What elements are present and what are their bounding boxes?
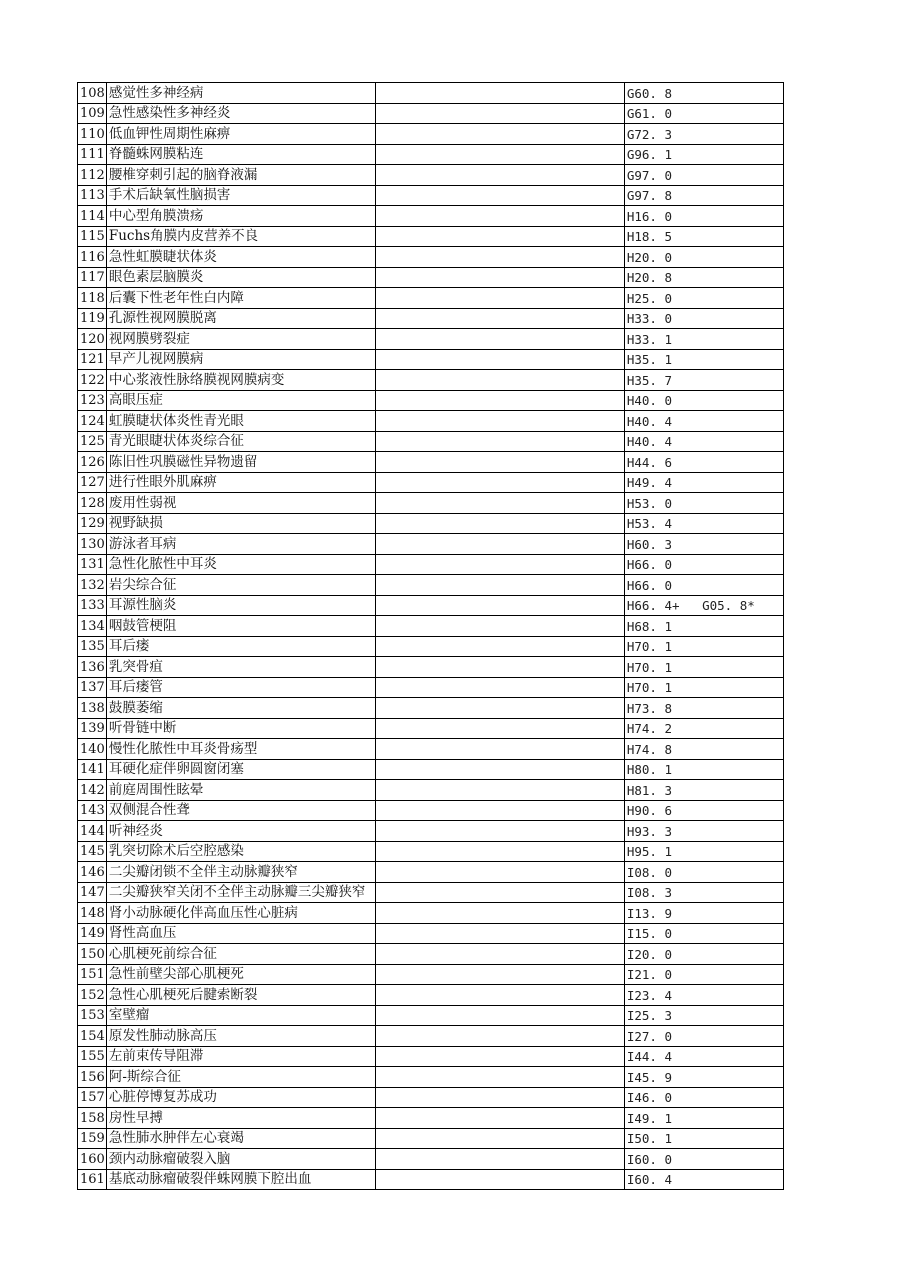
table-row <box>78 985 784 1006</box>
table-row <box>78 226 784 247</box>
empty-cell <box>375 636 624 657</box>
row-number-cell: 126 <box>78 452 107 473</box>
icd-code-cell: H35. 1 <box>624 349 783 370</box>
empty-cell <box>375 780 624 801</box>
table-row <box>78 780 784 801</box>
diagnosis-name-cell: 心肌梗死前综合征 <box>106 944 375 965</box>
diagnosis-name-cell: 低血钾性周期性麻痹 <box>106 124 375 145</box>
diagnosis-name-cell: 基底动脉瘤破裂伴蛛网膜下腔出血 <box>106 1169 375 1190</box>
row-number-cell: 140 <box>78 739 107 760</box>
diagnosis-name-cell: 后囊下性老年性白内障 <box>106 288 375 309</box>
icd-code-cell: I15. 0 <box>624 923 783 944</box>
diagnosis-name-cell: 游泳者耳病 <box>106 534 375 555</box>
row-number-cell: 136 <box>78 657 107 678</box>
icd-code-cell: I25. 3 <box>624 1005 783 1026</box>
empty-cell <box>375 431 624 452</box>
empty-cell <box>375 677 624 698</box>
icd-code-cell: G61. 0 <box>624 103 783 124</box>
icd-code-cell: H93. 3 <box>624 821 783 842</box>
diagnosis-name-cell: 心脏停博复苏成功 <box>106 1087 375 1108</box>
empty-cell <box>375 247 624 268</box>
icd-code-cell: I23. 4 <box>624 985 783 1006</box>
row-number-cell: 130 <box>78 534 107 555</box>
table-row <box>78 247 784 268</box>
diagnosis-code-table <box>77 82 784 1190</box>
diagnosis-name-cell: 乳突切除术后空腔感染 <box>106 841 375 862</box>
row-number-cell: 160 <box>78 1149 107 1170</box>
table-row <box>78 1108 784 1129</box>
table-row <box>78 206 784 227</box>
diagnosis-name-cell: 中心浆液性脉络膜视网膜病变 <box>106 370 375 391</box>
table-row <box>78 185 784 206</box>
empty-cell <box>375 288 624 309</box>
empty-cell <box>375 1026 624 1047</box>
diagnosis-name-cell: 眼色素层脑膜炎 <box>106 267 375 288</box>
icd-code-cell: H18. 5 <box>624 226 783 247</box>
table-row <box>78 411 784 432</box>
table-row <box>78 1149 784 1170</box>
table-row <box>78 103 784 124</box>
table-row <box>78 616 784 637</box>
icd-code-cell: G96. 1 <box>624 144 783 165</box>
table-row <box>78 841 784 862</box>
empty-cell <box>375 821 624 842</box>
icd-code-cell: H70. 1 <box>624 657 783 678</box>
diagnosis-name-cell: 孔源性视网膜脱离 <box>106 308 375 329</box>
diagnosis-name-cell: 废用性弱视 <box>106 493 375 514</box>
diagnosis-name-cell: 室壁瘤 <box>106 1005 375 1026</box>
empty-cell <box>375 308 624 329</box>
row-number-cell: 149 <box>78 923 107 944</box>
table-row <box>78 165 784 186</box>
empty-cell <box>375 1005 624 1026</box>
row-number-cell: 157 <box>78 1087 107 1108</box>
row-number-cell: 148 <box>78 903 107 924</box>
diagnosis-name-cell: 视网膜劈裂症 <box>106 329 375 350</box>
table-row <box>78 1005 784 1026</box>
empty-cell <box>375 165 624 186</box>
empty-cell <box>375 513 624 534</box>
empty-cell <box>375 985 624 1006</box>
table-row <box>78 759 784 780</box>
empty-cell <box>375 1169 624 1190</box>
icd-code-cell: H44. 6 <box>624 452 783 473</box>
icd-code-cell: I50. 1 <box>624 1128 783 1149</box>
row-number-cell: 121 <box>78 349 107 370</box>
table-row <box>78 472 784 493</box>
diagnosis-name-cell: 急性心肌梗死后腱索断裂 <box>106 985 375 1006</box>
icd-code-cell: I08. 3 <box>624 882 783 903</box>
icd-code-cell: G72. 3 <box>624 124 783 145</box>
table-row <box>78 308 784 329</box>
table-row <box>78 862 784 883</box>
empty-cell <box>375 226 624 247</box>
diagnosis-name-cell: 肾小动脉硬化伴高血压性心脏病 <box>106 903 375 924</box>
row-number-cell: 155 <box>78 1046 107 1067</box>
row-number-cell: 111 <box>78 144 107 165</box>
icd-code-cell: H40. 0 <box>624 390 783 411</box>
table-row <box>78 964 784 985</box>
diagnosis-name-cell: 虹膜睫状体炎性青光眼 <box>106 411 375 432</box>
diagnosis-name-cell: 阿-斯综合征 <box>106 1067 375 1088</box>
empty-cell <box>375 575 624 596</box>
diagnosis-name-cell: 急性虹膜睫状体炎 <box>106 247 375 268</box>
row-number-cell: 128 <box>78 493 107 514</box>
empty-cell <box>375 862 624 883</box>
table-row <box>78 1046 784 1067</box>
table-row <box>78 739 784 760</box>
diagnosis-name-cell: 中心型角膜溃疡 <box>106 206 375 227</box>
icd-code-cell: H53. 0 <box>624 493 783 514</box>
row-number-cell: 143 <box>78 800 107 821</box>
diagnosis-name-cell: 肾性高血压 <box>106 923 375 944</box>
table-row <box>78 431 784 452</box>
table-row <box>78 1128 784 1149</box>
row-number-cell: 138 <box>78 698 107 719</box>
table-row <box>78 718 784 739</box>
icd-code-cell: H90. 6 <box>624 800 783 821</box>
diagnosis-name-cell: 急性前壁尖部心肌梗死 <box>106 964 375 985</box>
empty-cell <box>375 185 624 206</box>
table-row <box>78 882 784 903</box>
diagnosis-name-cell: 感觉性多神经病 <box>106 83 375 104</box>
table-row <box>78 636 784 657</box>
empty-cell <box>375 452 624 473</box>
empty-cell <box>375 739 624 760</box>
row-number-cell: 139 <box>78 718 107 739</box>
empty-cell <box>375 882 624 903</box>
diagnosis-name-cell: 急性肺水肿伴左心衰竭 <box>106 1128 375 1149</box>
icd-code-cell: H40. 4 <box>624 411 783 432</box>
empty-cell <box>375 616 624 637</box>
row-number-cell: 116 <box>78 247 107 268</box>
table-row <box>78 1087 784 1108</box>
row-number-cell: 137 <box>78 677 107 698</box>
row-number-cell: 154 <box>78 1026 107 1047</box>
diagnosis-name-cell: 高眼压症 <box>106 390 375 411</box>
table-row <box>78 124 784 145</box>
diagnosis-name-cell: 房性早搏 <box>106 1108 375 1129</box>
table-row <box>78 513 784 534</box>
row-number-cell: 127 <box>78 472 107 493</box>
empty-cell <box>375 472 624 493</box>
table-row <box>78 288 784 309</box>
table-row <box>78 493 784 514</box>
empty-cell <box>375 800 624 821</box>
row-number-cell: 135 <box>78 636 107 657</box>
empty-cell <box>375 657 624 678</box>
empty-cell <box>375 698 624 719</box>
icd-code-cell: H70. 1 <box>624 636 783 657</box>
table-row <box>78 267 784 288</box>
diagnosis-name-cell: 双侧混合性聋 <box>106 800 375 821</box>
row-number-cell: 115 <box>78 226 107 247</box>
icd-code-cell: H20. 8 <box>624 267 783 288</box>
icd-code-cell: I49. 1 <box>624 1108 783 1129</box>
icd-code-cell: H16. 0 <box>624 206 783 227</box>
empty-cell <box>375 206 624 227</box>
diagnosis-name-cell: 听神经炎 <box>106 821 375 842</box>
icd-code-cell: I21. 0 <box>624 964 783 985</box>
row-number-cell: 118 <box>78 288 107 309</box>
diagnosis-name-cell: 急性感染性多神经炎 <box>106 103 375 124</box>
icd-code-cell: H60. 3 <box>624 534 783 555</box>
row-number-cell: 108 <box>78 83 107 104</box>
icd-code-cell: G97. 8 <box>624 185 783 206</box>
diagnosis-name-cell: 耳硬化症伴卵圆窗闭塞 <box>106 759 375 780</box>
icd-code-cell: H74. 8 <box>624 739 783 760</box>
row-number-cell: 124 <box>78 411 107 432</box>
icd-code-cell: G97. 0 <box>624 165 783 186</box>
table-row <box>78 657 784 678</box>
diagnosis-name-cell: Fuchs角膜内皮营养不良 <box>106 226 375 247</box>
row-number-cell: 122 <box>78 370 107 391</box>
table-row <box>78 349 784 370</box>
diagnosis-name-cell: 青光眼睫状体炎综合征 <box>106 431 375 452</box>
icd-code-cell: I27. 0 <box>624 1026 783 1047</box>
empty-cell <box>375 595 624 616</box>
empty-cell <box>375 1128 624 1149</box>
diagnosis-name-cell: 左前束传导阻滞 <box>106 1046 375 1067</box>
table-row <box>78 1067 784 1088</box>
icd-code-cell: I20. 0 <box>624 944 783 965</box>
empty-cell <box>375 390 624 411</box>
empty-cell <box>375 944 624 965</box>
row-number-cell: 134 <box>78 616 107 637</box>
icd-code-cell: H81. 3 <box>624 780 783 801</box>
empty-cell <box>375 411 624 432</box>
icd-code-cell: H20. 0 <box>624 247 783 268</box>
empty-cell <box>375 759 624 780</box>
icd-code-cell: G60. 8 <box>624 83 783 104</box>
table-row <box>78 575 784 596</box>
row-number-cell: 113 <box>78 185 107 206</box>
diagnosis-name-cell: 岩尖综合征 <box>106 575 375 596</box>
empty-cell <box>375 370 624 391</box>
row-number-cell: 132 <box>78 575 107 596</box>
empty-cell <box>375 718 624 739</box>
table-row <box>78 554 784 575</box>
row-number-cell: 150 <box>78 944 107 965</box>
table-row <box>78 677 784 698</box>
diagnosis-name-cell: 乳突骨疽 <box>106 657 375 678</box>
diagnosis-name-cell: 前庭周围性眩晕 <box>106 780 375 801</box>
icd-code-cell: I46. 0 <box>624 1087 783 1108</box>
icd-code-cell: I08. 0 <box>624 862 783 883</box>
row-number-cell: 156 <box>78 1067 107 1088</box>
diagnosis-name-cell: 腰椎穿刺引起的脑脊液漏 <box>106 165 375 186</box>
icd-code-cell: H66. 4+ G05. 8* <box>624 595 783 616</box>
diagnosis-name-cell: 咽鼓管梗阻 <box>106 616 375 637</box>
empty-cell <box>375 83 624 104</box>
row-number-cell: 110 <box>78 124 107 145</box>
row-number-cell: 119 <box>78 308 107 329</box>
icd-code-cell: I60. 0 <box>624 1149 783 1170</box>
table-row <box>78 83 784 104</box>
diagnosis-name-cell: 视野缺损 <box>106 513 375 534</box>
row-number-cell: 158 <box>78 1108 107 1129</box>
empty-cell <box>375 349 624 370</box>
diagnosis-name-cell: 耳后瘘 <box>106 636 375 657</box>
empty-cell <box>375 329 624 350</box>
row-number-cell: 151 <box>78 964 107 985</box>
table-row <box>78 144 784 165</box>
icd-code-cell: H66. 0 <box>624 554 783 575</box>
icd-code-cell: H33. 1 <box>624 329 783 350</box>
diagnosis-name-cell: 耳后瘘管 <box>106 677 375 698</box>
icd-code-cell: H66. 0 <box>624 575 783 596</box>
icd-code-cell: H33. 0 <box>624 308 783 329</box>
row-number-cell: 141 <box>78 759 107 780</box>
table-row <box>78 595 784 616</box>
table-body <box>78 83 784 1190</box>
diagnosis-name-cell: 听骨链中断 <box>106 718 375 739</box>
icd-code-cell: H25. 0 <box>624 288 783 309</box>
empty-cell <box>375 534 624 555</box>
empty-cell <box>375 1108 624 1129</box>
empty-cell <box>375 1149 624 1170</box>
icd-code-cell: I13. 9 <box>624 903 783 924</box>
diagnosis-name-cell: 进行性眼外肌麻痹 <box>106 472 375 493</box>
table-row <box>78 923 784 944</box>
empty-cell <box>375 103 624 124</box>
empty-cell <box>375 554 624 575</box>
row-number-cell: 145 <box>78 841 107 862</box>
icd-code-cell: H35. 7 <box>624 370 783 391</box>
icd-code-cell: H49. 4 <box>624 472 783 493</box>
row-number-cell: 129 <box>78 513 107 534</box>
table-row <box>78 534 784 555</box>
empty-cell <box>375 267 624 288</box>
table-row <box>78 821 784 842</box>
row-number-cell: 142 <box>78 780 107 801</box>
empty-cell <box>375 124 624 145</box>
table-row <box>78 1026 784 1047</box>
icd-code-cell: H74. 2 <box>624 718 783 739</box>
diagnosis-name-cell: 急性化脓性中耳炎 <box>106 554 375 575</box>
diagnosis-name-cell: 颈内动脉瘤破裂入脑 <box>106 1149 375 1170</box>
row-number-cell: 123 <box>78 390 107 411</box>
diagnosis-name-cell: 鼓膜萎缩 <box>106 698 375 719</box>
icd-code-cell: H70. 1 <box>624 677 783 698</box>
row-number-cell: 117 <box>78 267 107 288</box>
icd-code-cell: I45. 9 <box>624 1067 783 1088</box>
row-number-cell: 114 <box>78 206 107 227</box>
table-row <box>78 390 784 411</box>
empty-cell <box>375 903 624 924</box>
icd-code-cell: H80. 1 <box>624 759 783 780</box>
table-row <box>78 370 784 391</box>
table-row <box>78 944 784 965</box>
empty-cell <box>375 1087 624 1108</box>
row-number-cell: 152 <box>78 985 107 1006</box>
table-row <box>78 329 784 350</box>
empty-cell <box>375 493 624 514</box>
row-number-cell: 131 <box>78 554 107 575</box>
row-number-cell: 144 <box>78 821 107 842</box>
icd-code-cell: I44. 4 <box>624 1046 783 1067</box>
diagnosis-name-cell: 二尖瓣狭窄关闭不全伴主动脉瓣三尖瓣狭窄 <box>106 882 375 903</box>
icd-code-cell: H53. 4 <box>624 513 783 534</box>
empty-cell <box>375 841 624 862</box>
row-number-cell: 161 <box>78 1169 107 1190</box>
icd-code-cell: I60. 4 <box>624 1169 783 1190</box>
row-number-cell: 120 <box>78 329 107 350</box>
diagnosis-name-cell: 二尖瓣闭锁不全伴主动脉瓣狭窄 <box>106 862 375 883</box>
row-number-cell: 112 <box>78 165 107 186</box>
table-row <box>78 698 784 719</box>
empty-cell <box>375 923 624 944</box>
icd-code-cell: H40. 4 <box>624 431 783 452</box>
diagnosis-name-cell: 陈旧性巩膜磁性异物遗留 <box>106 452 375 473</box>
row-number-cell: 109 <box>78 103 107 124</box>
diagnosis-name-cell: 早产儿视网膜病 <box>106 349 375 370</box>
row-number-cell: 153 <box>78 1005 107 1026</box>
empty-cell <box>375 144 624 165</box>
row-number-cell: 125 <box>78 431 107 452</box>
empty-cell <box>375 1067 624 1088</box>
empty-cell <box>375 1046 624 1067</box>
row-number-cell: 133 <box>78 595 107 616</box>
diagnosis-name-cell: 耳源性脑炎 <box>106 595 375 616</box>
diagnosis-name-cell: 慢性化脓性中耳炎骨疡型 <box>106 739 375 760</box>
icd-code-cell: H68. 1 <box>624 616 783 637</box>
row-number-cell: 147 <box>78 882 107 903</box>
icd-code-cell: H73. 8 <box>624 698 783 719</box>
row-number-cell: 146 <box>78 862 107 883</box>
icd-code-cell: H95. 1 <box>624 841 783 862</box>
diagnosis-name-cell: 原发性肺动脉高压 <box>106 1026 375 1047</box>
diagnosis-name-cell: 脊髓蛛网膜粘连 <box>106 144 375 165</box>
diagnosis-name-cell: 手术后缺氧性脑损害 <box>106 185 375 206</box>
row-number-cell: 159 <box>78 1128 107 1149</box>
table-row <box>78 800 784 821</box>
table-row <box>78 903 784 924</box>
empty-cell <box>375 964 624 985</box>
table-row <box>78 452 784 473</box>
table-row <box>78 1169 784 1190</box>
